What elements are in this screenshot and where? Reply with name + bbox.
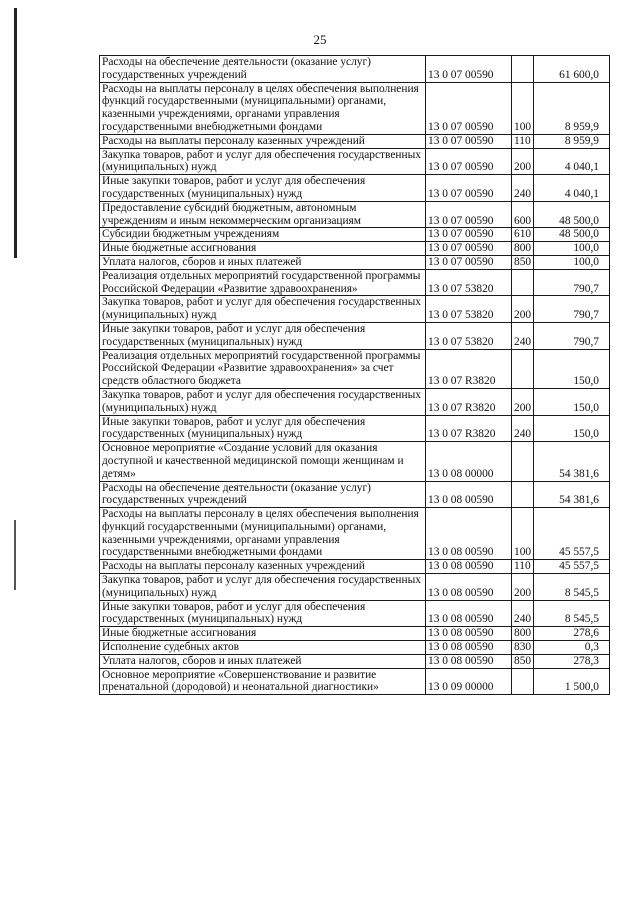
target-article-code: 13 0 07 R3820 xyxy=(426,388,512,415)
target-article-code: 13 0 07 00590 xyxy=(426,82,512,134)
expense-type-code: 200 xyxy=(512,296,534,323)
table-row xyxy=(100,641,610,655)
amount-value: 1 500,0 xyxy=(534,668,610,695)
expense-name: Расходы на выплаты персоналу казенных учреждений xyxy=(100,134,426,148)
expense-name: Расходы на выплаты персоналу в целях обеспечения выполнения функций государственными (муниципальными) органами, казенными учреждениями, органами управления государственными внебюджетными фондами xyxy=(100,82,426,134)
table-row xyxy=(100,560,610,574)
target-article-code: 13 0 07 00590 xyxy=(426,175,512,202)
table-row xyxy=(100,481,610,508)
scan-edge-mark xyxy=(14,520,16,590)
target-article-code: 13 0 08 00590 xyxy=(426,641,512,655)
table-row xyxy=(100,134,610,148)
target-article-code: 13 0 07 53820 xyxy=(426,322,512,349)
target-article-code: 13 0 07 00590 xyxy=(426,242,512,256)
expense-name: Иные закупки товаров, работ и услуг для обеспечения государственных (муниципальных) нужд xyxy=(100,322,426,349)
amount-value: 278,6 xyxy=(534,627,610,641)
expense-type-code: 240 xyxy=(512,322,534,349)
target-article-code: 13 0 07 00590 xyxy=(426,148,512,175)
table-row xyxy=(100,322,610,349)
expense-type-code xyxy=(512,481,534,508)
table-row xyxy=(100,228,610,242)
expense-name: Уплата налогов, сборов и иных платежей xyxy=(100,255,426,269)
amount-value: 54 381,6 xyxy=(534,481,610,508)
table-row xyxy=(100,654,610,668)
target-article-code: 13 0 07 00590 xyxy=(426,228,512,242)
expense-name: Закупка товаров, работ и услуг для обеспечения государственных (муниципальных) нужд xyxy=(100,296,426,323)
amount-value: 150,0 xyxy=(534,388,610,415)
table-row xyxy=(100,508,610,560)
expense-type-code: 100 xyxy=(512,82,534,134)
target-article-code: 13 0 07 00590 xyxy=(426,201,512,228)
amount-value: 61 600,0 xyxy=(534,56,610,83)
expense-name: Иные закупки товаров, работ и услуг для обеспечения государственных (муниципальных) нужд xyxy=(100,415,426,442)
amount-value: 4 040,1 xyxy=(534,148,610,175)
target-article-code: 13 0 07 53820 xyxy=(426,296,512,323)
target-article-code: 13 0 07 00590 xyxy=(426,56,512,83)
amount-value: 100,0 xyxy=(534,242,610,256)
target-article-code: 13 0 07 R3820 xyxy=(426,349,512,388)
expense-name: Иные бюджетные ассигнования xyxy=(100,627,426,641)
target-article-code: 13 0 08 00590 xyxy=(426,600,512,627)
amount-value: 4 040,1 xyxy=(534,175,610,202)
table-row xyxy=(100,600,610,627)
expense-name: Закупка товаров, работ и услуг для обеспечения государственных (муниципальных) нужд xyxy=(100,574,426,601)
expense-type-code: 850 xyxy=(512,255,534,269)
expense-name: Иные закупки товаров, работ и услуг для обеспечения государственных (муниципальных) нужд xyxy=(100,175,426,202)
expense-type-code: 600 xyxy=(512,201,534,228)
table-row xyxy=(100,201,610,228)
amount-value: 48 500,0 xyxy=(534,201,610,228)
target-article-code: 13 0 08 00590 xyxy=(426,627,512,641)
target-article-code: 13 0 08 00590 xyxy=(426,481,512,508)
expense-type-code: 110 xyxy=(512,134,534,148)
table-row xyxy=(100,242,610,256)
amount-value: 48 500,0 xyxy=(534,228,610,242)
expense-name: Основное мероприятие «Создание условий для оказания доступной и качественной медицинской помощи женщинам и детям» xyxy=(100,442,426,481)
amount-value: 278,3 xyxy=(534,654,610,668)
amount-value: 8 545,5 xyxy=(534,574,610,601)
table-row xyxy=(100,627,610,641)
target-article-code: 13 0 08 00590 xyxy=(426,560,512,574)
amount-value: 790,7 xyxy=(534,269,610,296)
amount-value: 0,3 xyxy=(534,641,610,655)
table-row xyxy=(100,574,610,601)
target-article-code: 13 0 07 00590 xyxy=(426,255,512,269)
expense-type-code: 800 xyxy=(512,242,534,256)
expense-type-code xyxy=(512,269,534,296)
target-article-code: 13 0 07 53820 xyxy=(426,269,512,296)
expense-type-code: 850 xyxy=(512,654,534,668)
target-article-code: 13 0 08 00590 xyxy=(426,654,512,668)
expense-type-code: 240 xyxy=(512,600,534,627)
expense-type-code: 240 xyxy=(512,415,534,442)
expense-type-code xyxy=(512,668,534,695)
amount-value: 54 381,6 xyxy=(534,442,610,481)
expense-type-code: 830 xyxy=(512,641,534,655)
expense-name: Реализация отдельных мероприятий государственной программы Российской Федерации «Развитие здравоохранения» xyxy=(100,269,426,296)
amount-value: 45 557,5 xyxy=(534,508,610,560)
table-row xyxy=(100,668,610,695)
table-row xyxy=(100,296,610,323)
expense-type-code: 240 xyxy=(512,175,534,202)
amount-value: 790,7 xyxy=(534,296,610,323)
amount-value: 150,0 xyxy=(534,415,610,442)
expense-type-code: 610 xyxy=(512,228,534,242)
table-row xyxy=(100,388,610,415)
target-article-code: 13 0 08 00590 xyxy=(426,574,512,601)
expense-type-code: 800 xyxy=(512,627,534,641)
target-article-code: 13 0 09 00000 xyxy=(426,668,512,695)
amount-value: 100,0 xyxy=(534,255,610,269)
expense-name: Расходы на выплаты персоналу казенных учреждений xyxy=(100,560,426,574)
target-article-code: 13 0 07 00590 xyxy=(426,134,512,148)
expense-name: Основное мероприятие «Совершенствование и развитие пренатальной (дородовой) и неонатальной диагностики» xyxy=(100,668,426,695)
expense-name: Исполнение судебных актов xyxy=(100,641,426,655)
expense-type-code: 110 xyxy=(512,560,534,574)
expense-name: Уплата налогов, сборов и иных платежей xyxy=(100,654,426,668)
page-number: 25 xyxy=(313,32,327,47)
table-row xyxy=(100,56,610,83)
expense-name: Реализация отдельных мероприятий государственной программы Российской Федерации «Развитие здравоохранения» за счет средств областного бюджета xyxy=(100,349,426,388)
expense-type-code xyxy=(512,56,534,83)
table-row xyxy=(100,175,610,202)
amount-value: 790,7 xyxy=(534,322,610,349)
target-article-code: 13 0 07 R3820 xyxy=(426,415,512,442)
expense-name: Расходы на обеспечение деятельности (оказание услуг) государственных учреждений xyxy=(100,481,426,508)
table-row xyxy=(100,442,610,481)
table-row xyxy=(100,415,610,442)
amount-value: 8 959,9 xyxy=(534,134,610,148)
amount-value: 8 545,5 xyxy=(534,600,610,627)
amount-value: 45 557,5 xyxy=(534,560,610,574)
expense-type-code: 200 xyxy=(512,574,534,601)
table-row xyxy=(100,148,610,175)
budget-table xyxy=(99,55,610,695)
amount-value: 150,0 xyxy=(534,349,610,388)
expense-name: Субсидии бюджетным учреждениям xyxy=(100,228,426,242)
budget-table-body xyxy=(100,56,610,695)
table-row xyxy=(100,349,610,388)
expense-type-code: 100 xyxy=(512,508,534,560)
target-article-code: 13 0 08 00000 xyxy=(426,442,512,481)
expense-type-code: 200 xyxy=(512,388,534,415)
expense-type-code xyxy=(512,349,534,388)
amount-value: 8 959,9 xyxy=(534,82,610,134)
expense-type-code: 200 xyxy=(512,148,534,175)
expense-name: Иные бюджетные ассигнования xyxy=(100,242,426,256)
table-row xyxy=(100,255,610,269)
target-article-code: 13 0 08 00590 xyxy=(426,508,512,560)
expense-name: Закупка товаров, работ и услуг для обеспечения государственных (муниципальных) нужд xyxy=(100,148,426,175)
expense-name: Иные закупки товаров, работ и услуг для обеспечения государственных (муниципальных) нужд xyxy=(100,600,426,627)
expense-type-code xyxy=(512,442,534,481)
table-row xyxy=(100,82,610,134)
expense-name: Расходы на обеспечение деятельности (оказание услуг) государственных учреждений xyxy=(100,56,426,83)
expense-name: Закупка товаров, работ и услуг для обеспечения государственных (муниципальных) нужд xyxy=(100,388,426,415)
table-row xyxy=(100,269,610,296)
expense-name: Предоставление субсидий бюджетным, автономным учреждениям и иным некоммерческим организациям xyxy=(100,201,426,228)
expense-name: Расходы на выплаты персоналу в целях обеспечения выполнения функций государственными (муниципальными) органами, казенными учреждениями, органами управления государственными внебюджетными фондами xyxy=(100,508,426,560)
